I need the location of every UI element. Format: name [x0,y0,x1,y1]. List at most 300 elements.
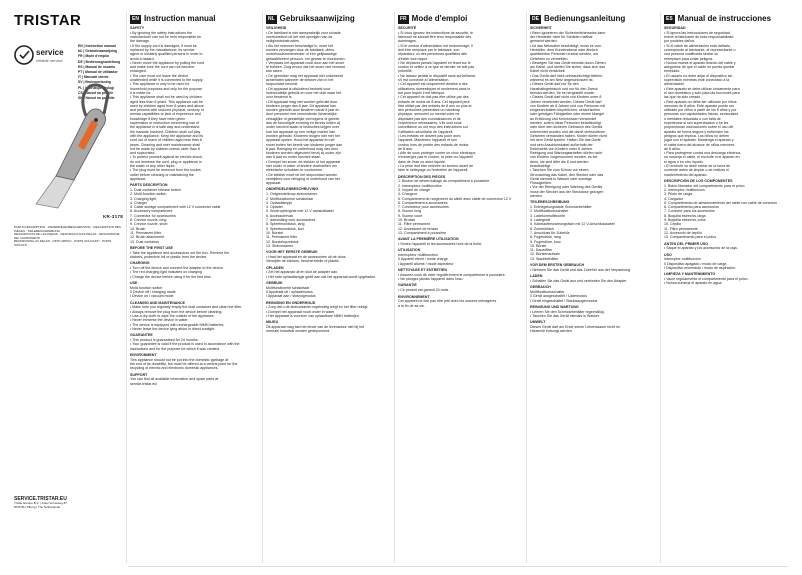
language-heading [398,14,522,24]
text-line: 4. Chargeur [398,192,417,197]
text-line: 9. Boquilla estrecha, corta [664,218,706,223]
text-line: 7. Anschluss für Zubehör [530,230,570,235]
text-line: 11. Filtre permanent [398,222,430,227]
text-line: 12. Brush attachment [130,235,165,240]
text-line: unattended while it is connected to the supply. [130,78,204,83]
text-line: Gefahren verstanden haben. Kinder dürfen nicht [530,133,607,138]
text-line: cordon hors de portée des enfants de moins [398,142,469,147]
text-line: replaced by the manufacturer, its service [130,47,195,52]
text-line: • Vacíe regularmente el compartimento para el polvo. [664,277,749,282]
text-line: Multi-function switch [130,285,163,290]
model-number: KR-3178 [103,214,124,219]
text-line: werden. [530,194,543,199]
text-line: à la fin de sa vie. [398,303,425,308]
text-line: und sein Anschlusskabel außerhalb der [530,142,593,147]
text-line: the water or any other liquid. [130,164,176,168]
section-heading: DESCRIPTION DES PIÈCES [398,174,446,179]
section-heading: ENVIRONNEMENT [398,294,430,299]
text-line: 13. Dust container [130,239,160,244]
section-heading: REINIGING EN ONDERHOUD [266,300,316,305]
text-line: kan raken. [266,69,283,74]
text-line: de 8 ans. [398,146,413,151]
text-line: I Dispositivo encendido / modo de aspiración [664,266,736,271]
column-divider [126,12,127,563]
text-line: 12. Borstelopzetstuk [266,239,299,244]
text-line: • This appliance shall not be used by children [130,95,202,100]
section-heading: AVANT LA PREMIÈRE UTILISATION [398,237,459,242]
text-line: 1. Entriegelungstaste Schmutzbehälter [530,205,592,210]
text-line: • Ist das Netzkabel beschädigt, muss es vom [530,43,602,48]
text-line: 7. Connector for accessories [130,213,176,218]
text-line: • Leeren Sie den Schmutzbehälter regelmäßig. [530,309,605,314]
text-line: • Zorg dat u de stofcontainer regelmatig leegt en het filter reinigt. [266,305,369,310]
section-heading: OPLADEN [266,265,284,270]
text-line: 10. Bürste [530,243,547,248]
text-line: 1. Ontgrendelknop stofcontainer [266,192,318,197]
language-code-badge: NL [268,16,275,22]
text-line: Hausmüll entsorgt werden. [530,329,573,334]
text-line: denn, sie sind älter als 8 und werden [530,159,589,164]
text-line: • Afin de vous protéger contre un choc électrique, [398,151,477,156]
text-line: • Nunca sumerja el aparato en agua. [664,281,723,286]
section-heading: GUARANTEE [130,333,153,338]
text-line: • Si le cordon d'alimentation est endommagé, il [398,43,473,48]
text-line: • Sortez l'appareil et les accessoires hors de la boîte. [398,242,483,247]
text-line: oder über den sicheren Gebrauch des Geräts [530,125,603,130]
text-line: être utilisé par des enfants de 8 ans ou plus et [398,103,472,108]
text-line: worden gebruikt door kinderen vanaf 8 jaar en [266,108,340,113]
text-line: • Never move the appliance by pulling the cord [130,60,205,65]
text-line: mental capabilities or lack of experience and [130,112,201,117]
section-heading: GEBRUIK [266,280,283,285]
text-line: el agua o en otro líquido. [664,159,704,164]
text-line: • Ne plongez jamais l'appareil dans l'eau. [398,277,464,282]
text-line: I Apparaat aan / stofzuigmodus [266,294,316,299]
text-line: • De stekker moet uit het stopcontact worden [266,172,338,177]
text-line: proporcionan instrucciones sobre el uso del [664,125,734,130]
text-line: 9. Fugendüse, kurz [530,239,561,244]
text-line: o mentales reducidas o con falta de [664,116,721,121]
section-heading: BEFORE THE FIRST USE [130,245,173,250]
text-line: and make sure the cord can not become [130,65,195,70]
text-line: cordon et veillez à ce que ce dernier ne soit pas [398,65,475,70]
text-line: Verwijder de stickers, beschermfolie of plastic. [266,259,340,264]
section-heading: DESCRIPCIÓN DE LOS COMPONENTES [664,178,733,183]
text-line: una persona cualificada similar su [664,52,719,57]
text-line: • The red charging light indicates on charging [130,270,202,275]
text-line: 8. Spleetmondstuk, lang [266,222,305,227]
text-line: not be made by children unless older than 8 [130,146,200,151]
text-line: the end of its durability, but must be offered at a central point for the [130,361,238,366]
section-heading: LIMPIEZA Y MANTENIMIENTO [664,272,716,277]
text-line: aparato de forma segura y entienden los [664,129,729,134]
text-line: 2. Multifunktionsschalter [530,209,569,214]
section-heading: SÉCURITÉ [398,26,417,30]
text-line: I Gerät eingeschaltet / Staubsaugermodus [530,298,598,303]
text-line: • Vor der Reinigung oder Wartung des Geräts [530,185,603,190]
text-line: 13. Staubbehälter [530,256,559,261]
text-line: • De gebruiker mag het apparaat niet onbeheerd [266,73,343,78]
text-line: 9. Suceur court [398,213,423,218]
meta-line: BESKRIVNING AV DELAR · OPIS CZĘŚCI · POPIS SOUČÁSTÍ · POPIS SÚČASTÍ [14,240,112,247]
text-line: • Never immerse the device in water. [130,318,189,323]
text-line: 11. Permanent filter [130,230,162,235]
text-line: doit être remplacé par le fabricant, son [398,47,460,52]
text-line: 8 jaar. Reiniging en onderhoud mag niet door [266,146,338,151]
text-line: 8. Suceur long [398,209,422,214]
text-line: 12. Bürstenaufsatz [530,252,560,257]
text-line: disposant pas des connaissances et de [398,116,461,121]
text-line: 7. Connecteur pour accessoires [398,205,449,210]
text-line: während es am Netz angeschlossen ist. [530,78,594,83]
language-title: Instruction manual [143,14,216,23]
language-code-badge: ES [666,16,673,22]
language-entry: PL | Instrukcja obsługi [78,85,115,90]
text-line: 8. Boquilla estrecha, larga [664,213,706,218]
text-line: mantenimiento del aparato. [664,172,708,177]
text-line: Gerät niemals in Wasser oder sonstige [530,176,592,181]
section-heading: SAFETY [130,26,145,30]
text-line: surveillance ou ont reçu des instructions sur [398,125,468,130]
text-line: 13. Compartiment à poussière [398,230,447,235]
text-line: but pour lequel il est fabriqué. [398,90,446,95]
text-line: unterrichtet wurden und die damit verbundenen [530,129,606,134]
text-line: knowledge if they have been given [130,116,186,121]
text-line: 12. Accessoire de brosse [398,226,439,231]
text-line: • Si ignora las instrucciones de seguridad, [664,30,731,35]
text-line: jugar con el aparato. Mantenga el aparato y [664,138,734,143]
text-line: dans de l'eau ou autre liquide. [398,159,446,164]
section-heading: REINIGUNG UND WARTUNG [530,304,579,309]
text-line: niet onder in water of andere vloeistoffen om [266,164,337,168]
text-line: experiencia si son supervisados o se les [664,121,729,126]
text-line: • Cet appareil est uniquement destiné à des [398,82,468,87]
text-line: 3. Voyant de charge [398,187,430,192]
text-line: 1. Botón liberador del compartimento para el polvo [664,183,745,188]
text-line: 13. Compartimento para el polvo [664,235,717,240]
text-line: 10. Borstel [266,230,284,235]
text-line: apparaat spelen. Houd het apparaat en het [266,138,335,143]
text-line: • Als het netsnoer beschadigd is, moet het [266,43,333,48]
text-line: Gefahren zu vermeiden. [530,56,569,61]
section-heading: SEGURIDAD [664,26,686,30]
text-line: l'utilisation sécuritaire de l'appareil. [398,129,454,134]
text-line: • Turn off the device and connect the adapter to the device. [130,266,224,271]
text-line: You can find all available information and spare parts at [130,377,219,382]
text-line: 6. Accessory compartment [130,209,173,214]
text-line: • Tauchen Sie zum Schutz vor einem [530,168,589,173]
text-line: dan 8 jaar en onder toezicht staan. [266,155,322,160]
section-heading: GEBRAUCH [530,285,551,290]
text-line: entortillé. [398,69,413,74]
language-code-badge: EN [132,16,139,22]
text-line: outlet before cleaning or maintaining the [130,172,194,177]
manual-column-en [130,14,258,560]
text-line: 10. Brush [130,226,146,231]
text-line: • The plug must be removed from the socket- [130,168,202,173]
text-line: el uso doméstico y sólo para las funciones para [664,90,740,95]
section-heading: USO [664,252,672,257]
text-line: • Take the appliance and accessoires out the box. Remove the [130,250,230,255]
text-line: 2. Multifunctionele schakelaar [266,196,314,201]
text-line: 7. Aansluiting voor accessoires [266,218,316,223]
section-heading: PARTS DESCRIPTION [130,183,168,188]
text-line: • The device is equipped with rechargeable NiMH batteries. [130,322,225,327]
text-line: • Ce produit est garanti 24 mois. [398,288,450,293]
text-line: and persons with reduced physical, sensory or [130,108,204,113]
manual-column-de [530,14,656,560]
text-line: onder toezicht staan of instructies krijgen over [266,125,340,130]
text-line: • Este aparato no debe ser utilizado por niños [664,99,737,104]
text-line: Cet appareil ne doit pas être jeté avec les ordures ménagères [398,299,497,304]
text-line: utilizado por niños a partir de los 8 años y por [664,108,737,113]
text-line: elektrische schokken te voorkomen. [266,168,324,173]
address-line: 5015 BH Tilburg | The Netherlands [14,505,61,509]
text-line: 9. Spleetmondstuk, kort [266,226,304,231]
text-line: 3. Oplaadlampje [266,200,293,205]
text-line: 6. Accessoirevak [266,213,293,218]
text-line: • The user must not leave the device [130,73,189,78]
text-line: 4. Cargador [664,196,683,201]
section-heading: CLEANING AND MAINTENANCE [130,300,185,305]
text-line: Interrupteur multifonction [398,253,438,258]
section-heading: USE [130,280,138,285]
text-line: • El enchufe se debe retirar de la toma de [664,164,731,168]
text-line: worden vervangen door de fabrikant, diens [266,47,335,52]
text-line: 3. Charging light [130,196,157,201]
text-line: 6. Compartiment à accessoires [398,200,448,205]
text-line: 0 Appareil éteint / mode charge [398,257,448,262]
section-heading: VOR DEM ERSTEN GEBRAUCH [530,263,585,268]
text-line: von Kindern vorgenommen werden, es sei [530,155,598,160]
language-heading [266,14,390,24]
text-line: • This product is guaranteed for 24 months. [130,337,199,342]
text-line: kinderen worden uitgevoerd tenzij zij ouder zijn [266,151,341,156]
text-line: verwijderd voor reiniging of onderhoud van het [266,176,340,181]
text-line: 3. Ladekontrollleuchte [530,213,566,218]
text-line: 10. Cepillo [664,222,681,227]
text-line: achterlaten wanneer de stekker zich in het [266,78,334,83]
text-line: • By ignoring the safety instructions the [130,30,192,35]
text-line: 11. Permanent filter [266,235,298,240]
text-line: • Les enfants ne doivent pas jouer avec [398,133,461,138]
manual-column-nl [266,14,390,560]
text-line: • This appliance is only to be used for [130,82,190,87]
text-line: zintuiglijke of geestelijke vermogens of gebrek [266,116,340,121]
text-line: 0 Device off / charging mode [130,290,176,295]
text-line: Flüssigkeiten. [530,181,552,186]
text-line: am Kabel, und stellen Sie sicher, dass sich das [530,65,605,70]
text-line: beaufsichtigt. [530,164,552,168]
text-line: entangled. [130,69,147,74]
text-line: I Appareil allumé / mode aspirateur [398,261,454,266]
text-line: • La prise doit être enlevée du secteur avant de [398,164,474,168]
text-line: stickers, protective foil or plastic from the device. [130,254,208,259]
text-line: utilisations domestiques et seulement dans le [398,86,471,91]
text-line: 8. Crevice nozzle, long [130,218,167,223]
text-line: Hersteller, dem Kundendienst oder ähnlich [530,47,598,52]
text-line: 9. Crevice nozzle, short [130,222,168,227]
text-line: von Kindern ab 8 Jahren und von Personen mit [530,103,606,108]
support-footer [14,496,124,509]
text-line: used by children aged from 8 years and above [130,103,204,108]
text-line: cord out of reach of children aged less than 8 [130,138,202,143]
text-line: • Always remove the plug from the device before cleaning. [130,309,223,314]
text-line: the damage. [130,39,150,44]
text-line: 4. Oplader [266,205,283,210]
language-heading [130,14,258,24]
text-line: 5. Kabelaufbewahrungsfach mit 12 V-Anschlusskabel [530,222,615,227]
text-line: snoer buiten het bereik van kinderen jonger dan [266,142,343,147]
language-heading [664,14,792,24]
text-line: • Para protegerse contra una descarga eléctrica, [664,151,742,156]
text-line: corresponde al fabricante, al representante o [664,47,736,52]
text-line: instructions and for the purpose for which it was created. [130,346,220,351]
text-line: • Make sure you regularly empty the dust container and clean the filter. [130,305,243,310]
vacuum-illustration [16,76,116,216]
column-divider [660,12,661,563]
text-line: • Tauchen Sie das Gerät niemals in Wasser. [530,314,600,318]
text-line: • Never leave the device lying about in direct sunlight. [130,326,216,331]
brand-logo: TRISTAR [14,12,82,29]
text-line: n'immergez pas le cordon, la prise ou l'appareil [398,155,473,160]
text-line: and supervised. [130,151,156,156]
text-line: werden, sofern diese Personen beaufsichtigt [530,121,601,126]
text-line: • Your guarantee is valid if the product is used in accordance with the [130,342,240,347]
text-line: Dieses Gerät darf am Ende seiner Lebensdauer nicht im [530,325,620,330]
text-line: with the appliance. Keep the appliance and its [130,133,204,138]
service-logo [14,44,74,66]
section-heading: MILIEU [266,320,279,325]
text-line: apparaat. [266,181,282,186]
text-line: stopcontact bevindt. [266,82,298,87]
language-entry: SK | Návod na použitie [78,96,115,101]
text-line: gekwalificeerd persoon, om gevaar te voorkomen. [266,56,346,61]
text-line: • Het rode oplaadlampje geeft aan dat het apparaat wordt opgeladen. [266,274,377,279]
text-line: 0 Dispositivo apagado / modo de carga [664,261,727,266]
language-entry: FR | Mode d'emploi [78,54,109,59]
text-line: 10. Brosse [398,218,416,223]
language-entry: SV | Bruksanvisning [78,80,111,85]
text-line: fabricant ne saurait être tenu responsable des [398,35,472,40]
text-line: • To protect yourself against an electric shock, [130,155,203,160]
section-heading: TEILEBESCHREIBUNG [530,200,570,205]
text-line: hoe het apparaat op een veilige manier kan [266,129,336,134]
column-divider [394,12,395,563]
text-line: enredado. [664,69,681,74]
text-line: 11. Filtro permanente [664,226,698,231]
text-line: el cable fuera del alcance de niños menores [664,142,735,147]
text-line: • Si vous ignorez les instructions de sécurité, le [398,30,473,35]
text-line: 5. Compartiment de rangement du câble avec câble de connexion 12 V [398,196,512,201]
text-line: enfants de moins de 8 ans. Cet appareil peut [398,99,470,104]
language-title: Bedienungsanleitung [543,14,626,23]
text-line: • Beim Ignorieren der Sicherheitshinweise kann [530,30,606,35]
section-heading: SICHERHEIT [530,26,552,30]
language-title: Mode d'emploi [411,14,468,23]
section-heading: VOOR HET EERSTE GEBRUIK [266,250,318,255]
manual-column-fr [398,14,522,560]
text-line: 11. Dauerfilter [530,248,553,253]
check-icon [20,51,29,58]
meta-line: DESCRIPCIÓN DE LAS PIEZAS · DESCRIÇÃO DAS PEÇAS · DESCRIZIONE DEI COMPONENTI · [14,233,120,240]
text-line: 6. Compartimento para accesorios [664,205,719,210]
text-line: • Das Gerät darf nicht unbeaufsichtigt bleiben, [530,73,604,78]
text-line: This appliance should not be put into the domestic garbage at [130,357,229,362]
text-line: • Haal het apparaat en de accessoires uit de doos. [266,254,347,259]
text-line: 1. Dust container release button [130,187,181,192]
text-line: the appliance in a safe way and understand [130,125,200,130]
text-line: 13. Stofcontainer [266,243,294,248]
text-line: aged less than 8 years. This appliance can be [130,99,204,104]
language-code-badge: FR [400,16,407,22]
text-line: Haushaltsgebrauch und nur für den Zweck [530,86,598,91]
text-line: • Bewegen Sie das Gerät niemals durch Ziehen [530,60,606,65]
service-logo-circle-icon [15,46,33,64]
meta-line: PARTS DESCRIPTION · ONDERDELENBESCHRIJVING · DESCRIPTION DES PIÈCES · TEILEBESCHREIBUNG · [14,226,121,233]
text-line: 5. Snoeropbergvak met 12 V aansluitkabel [266,209,334,214]
text-line: peligros que implica. Los niños no deben [664,133,730,138]
section-heading: GARANTIE [398,283,417,288]
text-line: • Ne laissez jamais le dispositif sans surveillance [398,73,476,78]
language-heading [530,14,656,24]
text-line: • Dieses Gerät darf nur für den [530,82,579,87]
section-heading: ANTES DEL PRIMER USO [664,241,709,246]
text-line: Reichweite von Kindern unter 8 Jahren. [530,146,593,151]
text-line: las que ha sido creado. [664,95,702,100]
section-heading: VEILIGHEID [266,26,287,30]
text-line: service.tristar.eu! [130,381,158,386]
address-line: Tristar Europe B.V. | Jules Verneweg 87 [14,502,67,505]
text-line: do not immerse the cord, plug or appliance in [130,159,202,164]
text-line: 5. Cable storage compartment with 12 V connector cable [130,205,221,210]
text-line: supervisión mientras esté conectado a la [664,78,730,83]
text-line: 3. Piloto de carga [664,192,692,197]
section-heading: SUPPORT [130,372,148,377]
text-line: kinderen jonger dan 8 jaar. Dit apparaat kan [266,103,336,108]
text-line: dommages. [398,39,417,44]
text-line: alimentación. [664,82,686,87]
text-line: • El usuario no debe dejar el dispositivo sin [664,73,733,78]
text-line: 4. Ladegerät [530,218,551,223]
language-entry: CS | Návod na použití [78,90,113,95]
text-line: • Si el cable de alimentación está dañado, [664,43,731,48]
text-line: muss der Stecker aus der Steckdose gezogen [530,189,604,194]
text-line: Multifunctionele schakelaar [266,285,310,290]
text-line: 2. Multi-function switch [130,192,167,197]
text-line: voortvloeiend uit het niet opvolgen van de [266,35,333,40]
language-code-badge: DE [532,16,539,22]
text-line: des personnes présentant un handicap [398,108,461,113]
text-line: 12. Accesorio de cepillo [664,230,702,235]
text-line: no sumerja el cable, el enchufe ni el aparato en [664,155,740,160]
text-line: door personen met verminderde lichamelijke, [266,112,338,117]
text-line: corriente antes de limpiar o de realizar el [664,168,729,173]
text-line: voor bestemd is. [266,95,293,100]
text-line: 7. Conector para los accesorios [664,209,715,214]
text-line: l'appareil. Maintenez l'appareil et son [398,138,457,143]
text-line: 0 Apparaat uit / oplaadmodus [266,290,313,295]
text-line: normale huisafval worden gedeponeerd. [266,329,331,334]
footer-rule [128,566,788,567]
text-line: • Schalten Sie das Gerät aus und verbinden Sie den Adapter. [530,278,628,283]
language-title: Gebruiksaanwijzing [279,14,355,23]
text-line: Interruptor multifunción [664,257,701,262]
text-line: faire le nettoyage ou l'entretien de l'appareil. [398,168,469,173]
text-line: 4. Charger [130,200,147,205]
text-line: Stromschlag das Kabel, den Stecker oder das [530,172,604,177]
text-line: s'il est connecté à l'alimentation. [398,78,450,83]
